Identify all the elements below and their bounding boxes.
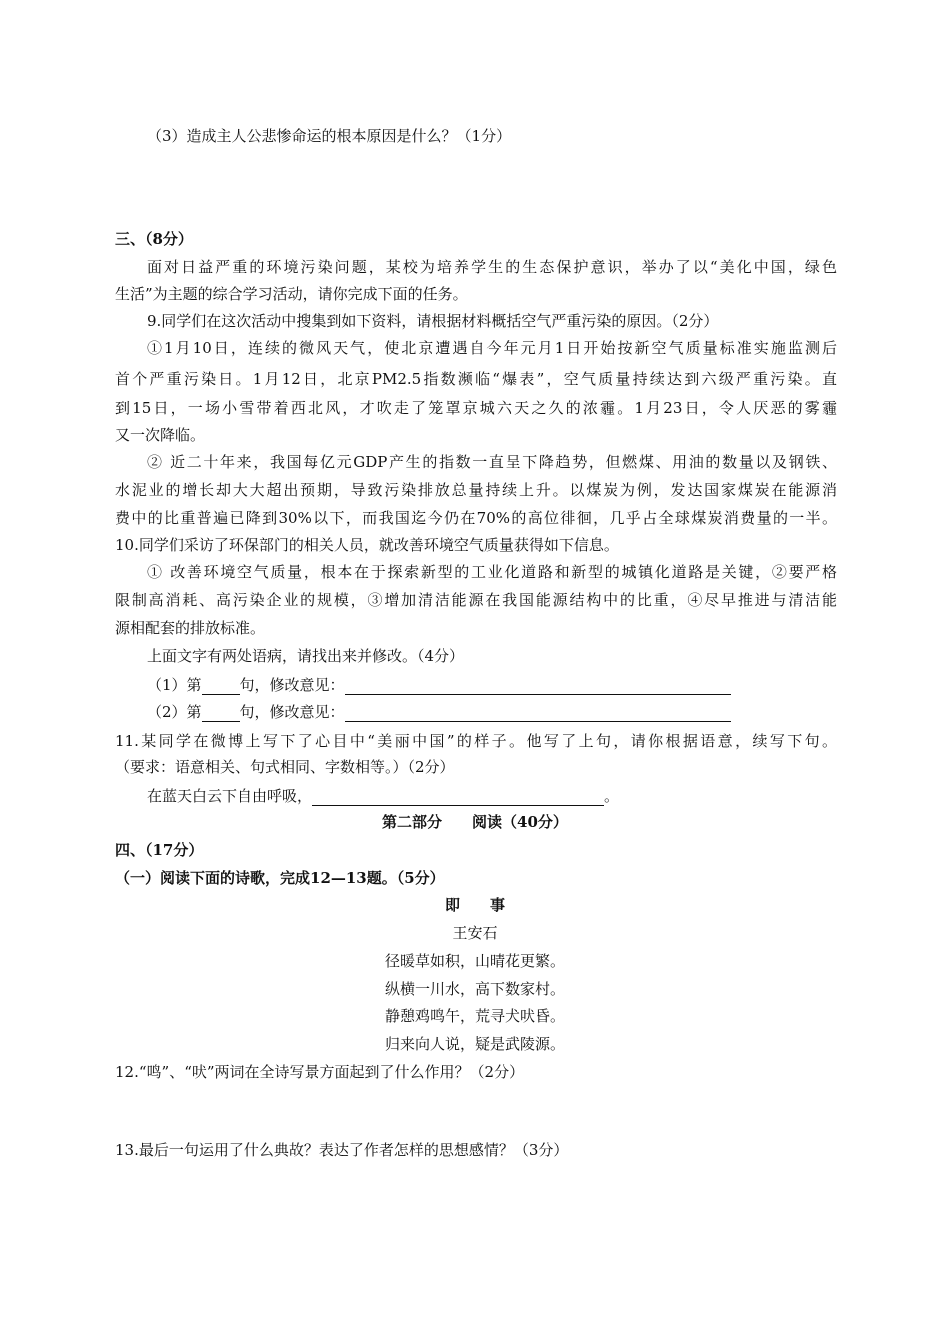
- subsection-1-heading: （一）阅读下面的诗歌，完成12—13题。（5分）: [115, 869, 445, 887]
- correction-1-suffix: 句，修改意见：: [239, 676, 345, 694]
- poem-line-1: 径暖草如积，山晴花更繁。: [384, 952, 565, 970]
- poem-line-3: 静憩鸡鸣午，荒寻犬吠昏。: [384, 1007, 565, 1025]
- question-9: 9.同学们在这次活动中搜集到如下资料，请根据材料概括空气严重污染的原因。（2分）: [147, 312, 719, 330]
- poem-author: 王安石: [452, 924, 498, 942]
- question-12: 12.“鸣”、“吠”两词在全诗写景方面起到了什么作用？（2分）: [115, 1063, 525, 1081]
- correction-2-label: （2）第: [147, 703, 202, 721]
- sentence-number-blank-1[interactable]: [202, 678, 240, 695]
- revision-blank-1[interactable]: [345, 678, 731, 695]
- correction-row-1: [147, 675, 869, 695]
- question-11-line-1: 11.某同学在微博上写下了心目中“美丽中国”的样子。他写了上句，请你根据语意，续写下句。: [115, 732, 837, 750]
- correction-row-2: [147, 702, 869, 722]
- question-11-answer-row: [147, 786, 837, 806]
- material-2-line-3: 费中的比重普遍已降到30%以下，而我国迄今仍在70%的高位徘徊，几乎占全球煤炭消费量的一半。: [115, 509, 837, 527]
- question-11-prompt: 在蓝天白云下自由呼吸，: [147, 787, 313, 805]
- poem-line-2: 纵横一川水，高下数家村。: [384, 980, 565, 998]
- material-1-line-3: 到15日，一场小雪带着西北风，才吹走了笼罩京城六天之久的浓霾。1月23日，令人厌恶的雾霾: [115, 399, 837, 417]
- continuation-blank[interactable]: [312, 789, 604, 806]
- info-line-1: ① 改善环境空气质量，根本在于探索新型的工业化道路和新型的城镇化道路是关键，②要严格: [147, 563, 837, 581]
- revision-blank-2[interactable]: [345, 705, 731, 722]
- material-1-line-1: ①1月10日，连续的微风天气，使北京遭遇自今年元月1日开始按新空气质量标准实施监测后: [147, 339, 837, 357]
- material-1-line-2: 首个严重污染日。1月12日，北京PM2.5指数濒临“爆表”，空气质量持续达到六级严重污染。直: [115, 370, 837, 388]
- question-11-line-2: （要求：语意相关、句式相同、字数相等。）（2分）: [115, 758, 455, 776]
- question-11-end: 。: [604, 787, 620, 805]
- correction-2-suffix: 句，修改意见：: [239, 703, 345, 721]
- poem-line-4: 归来向人说，疑是武陵源。: [384, 1035, 565, 1053]
- question-13: 13.最后一句运用了什么典故？表达了作者怎样的思想感情？（3分）: [115, 1141, 569, 1159]
- question-3: （3）造成主人公悲惨命运的根本原因是什么？（1分）: [147, 127, 512, 145]
- question-10: 10.同学们采访了环保部门的相关人员，就改善环境空气质量获得如下信息。: [115, 536, 619, 554]
- section-3-heading: 三、（8分）: [115, 230, 193, 248]
- section-3-intro-line-2: 生活”为主题的综合学习活动，请你完成下面的任务。: [115, 285, 468, 303]
- info-line-2: 限制高消耗、高污染企业的规模，③增加清洁能源在我国能源结构中的比重，④尽早推进与清洁能: [115, 591, 837, 609]
- question-10-task: 上面文字有两处语病，请找出来并修改。（4分）: [147, 647, 465, 665]
- material-2-line-2: 水泥业的增长却大大超出预期，导致污染排放总量持续上升。以煤炭为例，发达国家煤炭在能源消: [115, 481, 837, 499]
- correction-1-label: （1）第: [147, 676, 202, 694]
- info-line-3: 源相配套的排放标准。: [115, 619, 266, 637]
- section-3-intro-line-1: 面对日益严重的环境污染问题，某校为培养学生的生态保护意识，举办了以“美化中国，绿色: [147, 258, 837, 276]
- poem-title: 即 事: [444, 896, 505, 914]
- material-1-line-4: 又一次降临。: [115, 426, 206, 444]
- section-4-heading: 四、（17分）: [115, 841, 204, 859]
- part-2-title: 第二部分 阅读（40分）: [382, 813, 568, 831]
- material-2-line-1: ② 近二十年来，我国每亿元GDP产生的指数一直呈下降趋势，但燃煤、用油的数量以及钢铁、: [147, 453, 837, 471]
- sentence-number-blank-2[interactable]: [202, 705, 240, 722]
